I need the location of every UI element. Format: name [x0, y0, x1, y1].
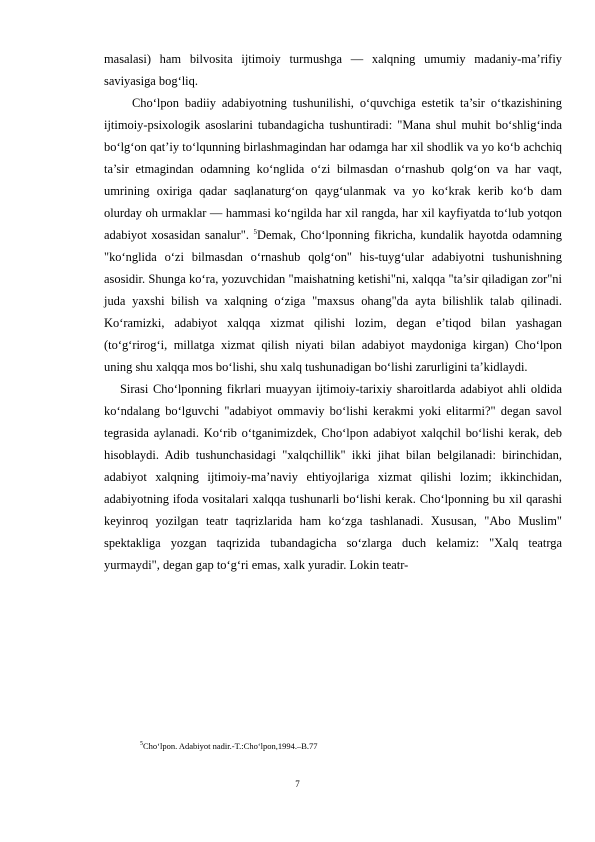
paragraph-continuation: masalasi) ham bilvosita ijtimoiy turmushga — xalqning umumiy madaniy-ma’rifiy saviyasiga bog‘liq. — [104, 52, 562, 88]
footnote — [140, 740, 318, 752]
paragraph-cholpon-quote — [104, 92, 562, 378]
paragraph-text-before-footnote: Cho‘lpon badiiy adabiyotning tushunilishi, o‘quvchiga estetik ta’sir o‘tkazishining ijtimoiy-psixologik asoslarini tubandagicha tushuntiradi: "Mana shul muhit bo‘shlig‘inda bo‘lg‘on qat’iy to‘lqunning birlashmagindan har odamga har xil shodlik va yo ko‘b achchiq ta’sir etmagindan odamning ko‘nglida o‘zi bilmasdan o‘rnashub qolg‘on va har vaqt, umrining oxiriga qadar saqlanaturg‘on qayg‘ulanmak va yo ko‘krak kerib ko‘b dam olurday oh urmaklar — hammasi ko‘ngilda har xil rangda, har xil kayfiyatda to‘lub yotqon adabiyot xosasidan sanalur". — [104, 96, 562, 242]
page-body — [104, 48, 562, 576]
footnote-text: Cho‘lpon. Adabiyot nadir.-T.:Cho‘lpon,1994.–B.77 — [143, 741, 318, 751]
page-number: 7 — [295, 779, 300, 789]
footnote-number: 5 — [140, 741, 143, 747]
footnote-reference[interactable]: 5 — [253, 228, 257, 236]
paragraph-text-after-footnote: Demak, Cho‘lponning fikricha, kundalik hayotda odamning "ko‘nglida o‘zi bilmasdan o‘rnashub qolg‘on" his-tuyg‘ular adabiyotni tushunishning asosidir. Shunga ko‘ra, yozuvchidan "maishatning ketishi"ni, xalqqa "ta’sir qiladigan zor"ni juda yaxshi bilish va xalqning o‘ziga "maxsus ohang"da ayta bilishlik talab qilinadi. Ko‘ramizki, adabiyot xalqqa xizmat qilishi lozim, degan e’tiqod bilan yashagan (to‘g‘rirog‘i, millatga xizmat qilish niyati bilan adabiyot maydoniga kirgan) Cho‘lpon uning shu xalqqa mos bo‘lishi, shu xalq tushunadigan bo‘lishi zarurligini ta’kidlaydi. — [104, 228, 563, 374]
paragraph-xalqchillik: Sirasi Cho‘lponning fikrlari muayyan ijtimoiy-tarixiy sharoitlarda adabiyot ahli oldida ko‘ndalang bo‘lguvchi "adabiyot ommaviy bo‘lishi kerakmi yoki elitarmi?" degan savol tegrasida aylanadi. Ko‘rib o‘tganimizdek, Cho‘lpon adabiyot xalqchil bo‘lishi kerak, deb hisoblaydi. Adib tushunchasidagi "xalqchillik" ikki jihat bilan belgilanadi: birinchidan, adabiyot xalqning ijtimoiy-ma’naviy ehtiyojlariga xizmat qilishi lozim; ikkinchidan, adabiyotning ifoda vositalari xalqqa tushunarli bo‘lishi kerak. Cho‘lponning bu xil qarashi keyinroq yozilgan teatr taqrizlarida ham ko‘zga tashlanadi. Xususan, "Abo Muslim" spektakliga yozgan taqrizida tubandagicha so‘zlarga duch kelamiz: "Xalq teatrga yurmaydi", degan gap to‘g‘ri emas, xalk yuradir. Lokin teatr- — [104, 382, 562, 572]
